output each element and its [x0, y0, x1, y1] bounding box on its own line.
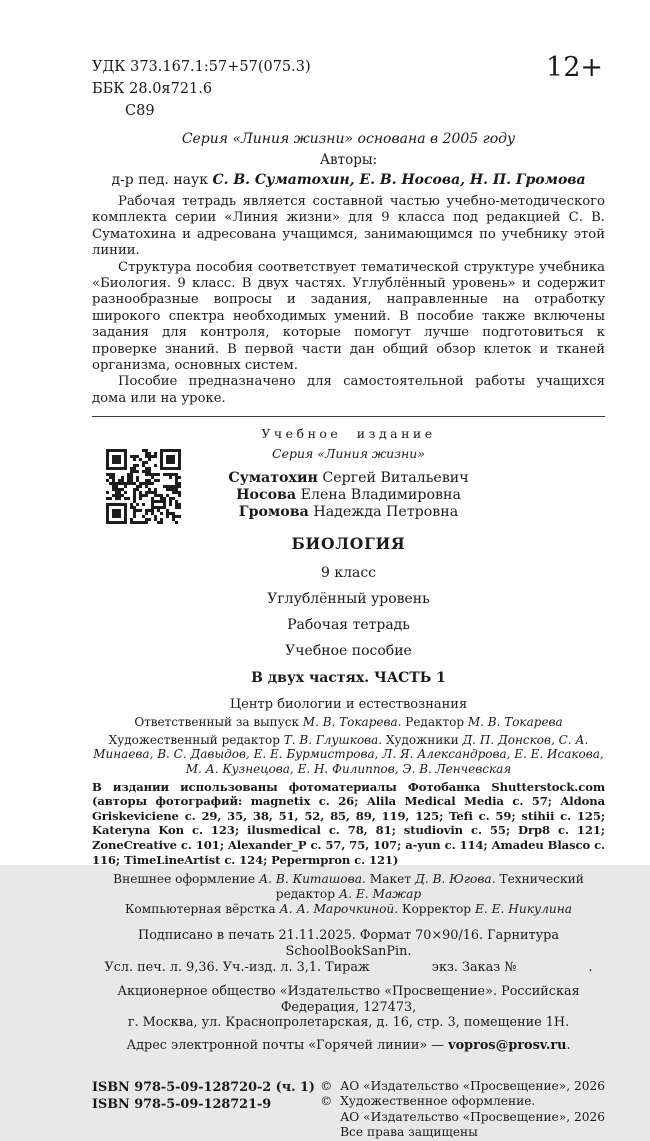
publisher-line-1: Акционерное общество «Издательство «Просвещение». Российская Федерация, 127473,: [117, 984, 580, 1015]
authors-prefix: д-р пед. наук: [111, 172, 213, 188]
isbn-block: [92, 1079, 315, 1141]
credit-name: Т. В. Глушкова: [283, 732, 379, 747]
hotline-email: vopros@prosv.ru: [448, 1038, 567, 1053]
credit-name: А. А. Марочкиной: [279, 902, 395, 917]
authors-heading: Авторы:: [319, 152, 378, 168]
email-suffix: .: [566, 1038, 571, 1053]
parts-line: В двух частях. ЧАСТЬ 1: [251, 670, 446, 687]
annotation-block: [92, 194, 605, 407]
author-given-names: Сергей Витальевич: [317, 470, 469, 487]
publisher-line-2: г. Москва, ул. Краснопролетарская, д. 16, стр. 3, помещение 1Н.: [127, 1015, 570, 1031]
copyright-symbol: ©: [320, 1079, 333, 1093]
copyright-notice: [320, 1079, 605, 1094]
section-divider: [92, 416, 605, 417]
copyright-text-line: АО «Издательство «Просвещение», 2026: [340, 1109, 605, 1124]
author-surname: Громова: [238, 504, 309, 521]
footer-row: [92, 1079, 605, 1141]
grade-line: 9 класс: [320, 565, 377, 582]
author-surname: Суматохин: [228, 470, 318, 487]
copyright-text: [340, 1094, 605, 1140]
credit-name: М. В. Токарева: [302, 715, 398, 730]
credit-role: . Макет: [361, 872, 415, 887]
book-title: БИОЛОГИЯ: [291, 534, 406, 554]
credit-role: Внешнее оформление: [113, 872, 259, 887]
layout-credit-line: [92, 902, 605, 917]
staff-credits-line-1: [92, 715, 605, 730]
bbk-code: ББК 28.0я721.6: [92, 81, 213, 97]
credit-role: Художественный редактор: [108, 732, 284, 747]
annotation-paragraph: Структура пособия соответствует тематической структуре учебника «Биология. 9 класс. В двух частях. Углублённый уровень» и содержит разнообразные вопросы и задания, направленные на отработку широкого спектра необходимых умений. В пособие также включены задания для контроля, которые помогут лучше подготовиться к проверке знаний. В первой части дан общий обзор клеток и тканей организма, основных систем.: [92, 259, 605, 374]
authors-line: [92, 172, 605, 188]
isbn-part-2: ISBN 978-5-09-128721-9: [92, 1097, 272, 1112]
credit-name: Д. В. Югова: [414, 872, 492, 887]
email-prefix: Адрес электронной почты «Горячей линии» —: [126, 1038, 449, 1053]
series-founded-note: Серия «Линия жизни» основана в 2005 году: [181, 131, 516, 147]
copyright-text-line: Все права защищены: [340, 1125, 478, 1140]
copyright-block: [320, 1079, 605, 1141]
annotation-paragraph: Пособие предназначено для самостоятельной работы учащихся дома или на уроке.: [92, 374, 605, 406]
staff-credits-line-2: [92, 733, 605, 777]
print-info-block: [92, 928, 605, 976]
design-credits: [92, 872, 605, 917]
age-rating-badge: 12+: [546, 52, 603, 83]
udk-code: УДК 373.167.1:57+57(075.3): [92, 59, 311, 75]
annotation-paragraph: Рабочая тетрадь является составной частью учебно-методического комплекта серии «Линия жизни» для 9 класса под редакцией С. В. Суматохина и адресована учащимся, занимающимся по учебнику этой линии.: [92, 194, 605, 259]
credit-role: . Художники: [378, 732, 463, 747]
header-row: [92, 52, 605, 122]
photo-credits: В издании использованы фотоматериалы Фотобанка Shutterstock.com (авторы фотографий: magnetix с. 26; Alila Medical Media с. 57; Aldona Griskeviciene с. 29, 35, 38, 51, 52, 85, 89, 119, 125; Tefi с. 59; stihii с. 125; Kateryna Kon с. 123; ilusmedical с. 78, 81; studiovin с. 55; Drp8 с. 121; ZoneCreative с. 101; Alexander_P с. 57, 75, 107; a-yun с. 114; Amadeu Blasco с. 116; TimeLineArtist с. 124; Pepermpron с. 121): [92, 779, 605, 867]
qr-code-container: [92, 435, 195, 538]
department-line: Центр биологии и естествознания: [229, 697, 468, 713]
author-given-names: Елена Владимировна: [296, 487, 461, 504]
qr-code: [92, 435, 195, 538]
level-line: Углублённый уровень: [267, 591, 430, 608]
credit-name: М. В. Токарева: [467, 715, 563, 730]
credit-role: Компьютерная вёрстка: [124, 902, 280, 917]
publisher-block: [92, 984, 605, 1031]
credit-role: . Редактор: [397, 715, 468, 730]
copyright-notice: [320, 1094, 605, 1140]
copyright-text-line: Художественное оформление.: [340, 1094, 536, 1109]
print-info-text: Усл. печ. л. 9,36. Уч.-изд. л. 3,1. Тираж: [104, 960, 370, 976]
credit-name: А. Е. Мажар: [338, 887, 422, 902]
author-given-names: Надежда Петровна: [308, 504, 459, 521]
classification-codes: [92, 56, 311, 122]
imprint-section: [92, 426, 605, 712]
copyright-symbol: ©: [320, 1094, 333, 1109]
print-info-line-2: [92, 960, 605, 976]
edition-type: Учебное издание: [261, 426, 436, 442]
copyright-text: АО «Издательство «Просвещение», 2026: [340, 1079, 605, 1093]
print-info-line-1: Подписано в печать 21.11.2025. Формат 70×90/16. Гарнитура SchoolBookSanPin.: [138, 928, 559, 960]
credit-names: Д. П. Донсков, С. А. Минаева, В. С. Давыдов, Е. Е. Бурмистрова, Л. Я. Александрова, Е. Е. Исакова, М. А. Кузнецова, Е. Н. Филиппов, Э. В. Ленчевская: [93, 732, 604, 777]
design-credit-line: [92, 872, 605, 902]
edition-kind-line: Учебное пособие: [285, 643, 412, 660]
credit-name: Е. Е. Никулина: [474, 902, 573, 917]
credit-role: . Технический редактор: [275, 872, 584, 902]
print-info-text: .: [588, 960, 593, 976]
credit-role: Ответственный за выпуск: [134, 715, 303, 730]
credit-role: . Корректор: [394, 902, 475, 917]
author-surname: Носова: [236, 487, 297, 504]
isbn-part-1: ISBN 978-5-09-128720-2 (ч. 1): [92, 1080, 315, 1095]
kind-line: Рабочая тетрадь: [287, 617, 410, 634]
print-info-text: экз. Заказ №: [431, 960, 517, 976]
credit-name: А. В. Киташова: [258, 872, 362, 887]
book-cipher: С89: [125, 103, 155, 119]
authors-names: С. В. Суматохин, Е. В. Носова, Н. П. Громова: [212, 172, 586, 188]
hotline-email-line: [92, 1038, 605, 1053]
imprint-series: Серия «Линия жизни»: [272, 446, 425, 462]
